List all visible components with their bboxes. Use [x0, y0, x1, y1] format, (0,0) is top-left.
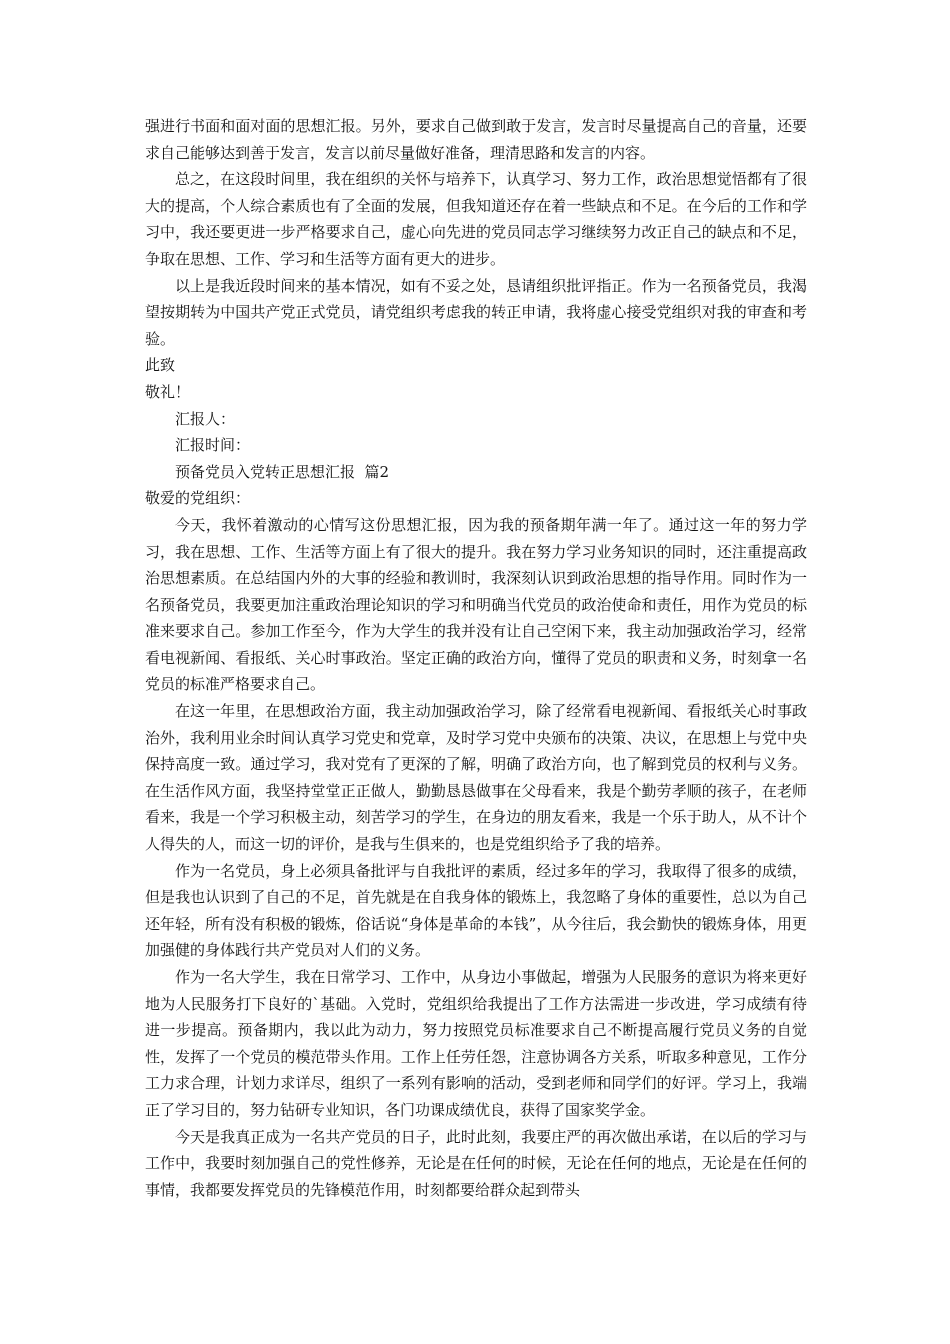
reporter-label: 汇报人： — [175, 409, 236, 428]
paragraph-commitment: 今天是我真正成为一名共产党员的日子，此时此刻，我要庄严的再次做出承诺，在以后的学习与工作中，我要时刻加强自己的党性修养，无论是在任何的时候，无论在任何的地点，无论是在任何的事情，我都要发挥党员的先锋模范作用，时刻都要给群众起到带头 — [145, 1127, 807, 1199]
paragraph-student-work: 作为一名大学生，我在日常学习、工作中，从身边小事做起，增强为人民服务的意识为将来更好地为人民服务打下良好的`基础。入党时，党组织给我提出了工作方法需进一步改进，学习成绩有待进一步提高。预备期内，我以此为动力，努力按照党员标准要求自己不断提高履行党员义务的自觉性，发挥了一个党员的模范带头作用。工作上任劳任怨，注意协调各方关系，听取多种意见，工作分工力求合理，计划力求详尽，组织了一系列有影响的活动，受到老师和同学们的好评。学习上，我端正了学习目的，努力钻研专业知识，各门功课成绩优良，获得了国家奖学金。 — [145, 968, 807, 1119]
paragraph-summary: 总之，在这段时间里，我在组织的关怀与培养下，认真学习、努力工作，政治思想觉悟都有了很大的提高，个人综合素质也有了全面的发展，但我知道还存在着一些缺点和不足。在今后的工作和学习中，我还要更进一步严格要求自己，虚心向先进的党员同志学习继续努力改正自己的缺点和不足，争取在思想、工作、学习和生活等方面有更大的进步。 — [145, 170, 807, 268]
paragraph-self-criticism: 作为一名党员，身上必须具备批评与自我批评的素质，经过多年的学习，我取得了很多的成绩，但是我也认识到了自己的不足，首先就是在自我身体的锻炼上，我忽略了身体的重要性，总以为自己还年轻，所有没有积极的锻炼，俗话说“身体是革命的本钱”，从今往后，我会勤快的锻炼身体，用更加强健的身体践行共产党员对人们的义务。 — [145, 861, 807, 960]
greeting: 敬爱的党组织： — [145, 489, 251, 508]
paragraph-political: 在这一年里，在思想政治方面，我主动加强政治学习，除了经常看电视新闻、看报纸关心时事政治外，我利用业余时间认真学习党史和党章，及时学习党中央颁布的决策、决议，在思想上与党中央保持高度一致。通过学习，我对党有了更深的了解，明确了政治方向，也了解到党员的权利与义务。在生活作风方面，我坚持堂堂正正做人，勤勤恳恳做事在父母看来，我是个勤劳孝顺的孩子，在老师看来，我是一个学习积极主动，刻苦学习的学生，在身边的朋友看来，我是一个乐于助人，从不计个人得失的人，而这一切的评价，是我与生俱来的，也是党组织给予了我的培养。 — [145, 702, 807, 854]
salutation-line-1: 此致 — [145, 356, 176, 375]
report-time-label: 汇报时间： — [175, 436, 251, 455]
section-title: 预备党员入党转正思想汇报 篇2 — [175, 462, 390, 481]
document-body — [145, 113, 807, 1203]
salutation-line-2: 敬礼！ — [145, 382, 191, 401]
paragraph-continued: 强进行书面和面对面的思想汇报。另外，要求自己做到敢于发言，发言时尽量提高自己的音量，还要求自己能够达到善于发言，发言以前尽量做好准备，理清思路和发言的内容。 — [145, 117, 807, 162]
paragraph-intro: 今天，我怀着激动的心情写这份思想汇报，因为我的预备期年满一年了。通过这一年的努力学习，我在思想、工作、生活等方面上有了很大的提升。我在努力学习业务知识的同时，还注重提高政治思想素质。在总结国内外的大事的经验和教训时，我深刻认识到政治思想的指导作用。同时作为一名预备党员，我要更加注重政治理论知识的学习和明确当代党员的政治使命和责任，用作为党员的标准来要求自己。参加工作至今，作为大学生的我并没有让自己空闲下来，我主动加强政治学习，经常看电视新闻、看报纸、关心时事政治。坚定正确的政治方向，懂得了党员的职责和义务，时刻拿一名党员的标准严格要求自己。 — [145, 515, 807, 694]
paragraph-closing: 以上是我近段时间来的基本情况，如有不妥之处，恳请组织批评指正。作为一名预备党员，我渴望按期转为中国共产党正式党员，请党组织考虑我的转正申请，我将虚心接受党组织对我的审查和考验。 — [145, 276, 807, 348]
